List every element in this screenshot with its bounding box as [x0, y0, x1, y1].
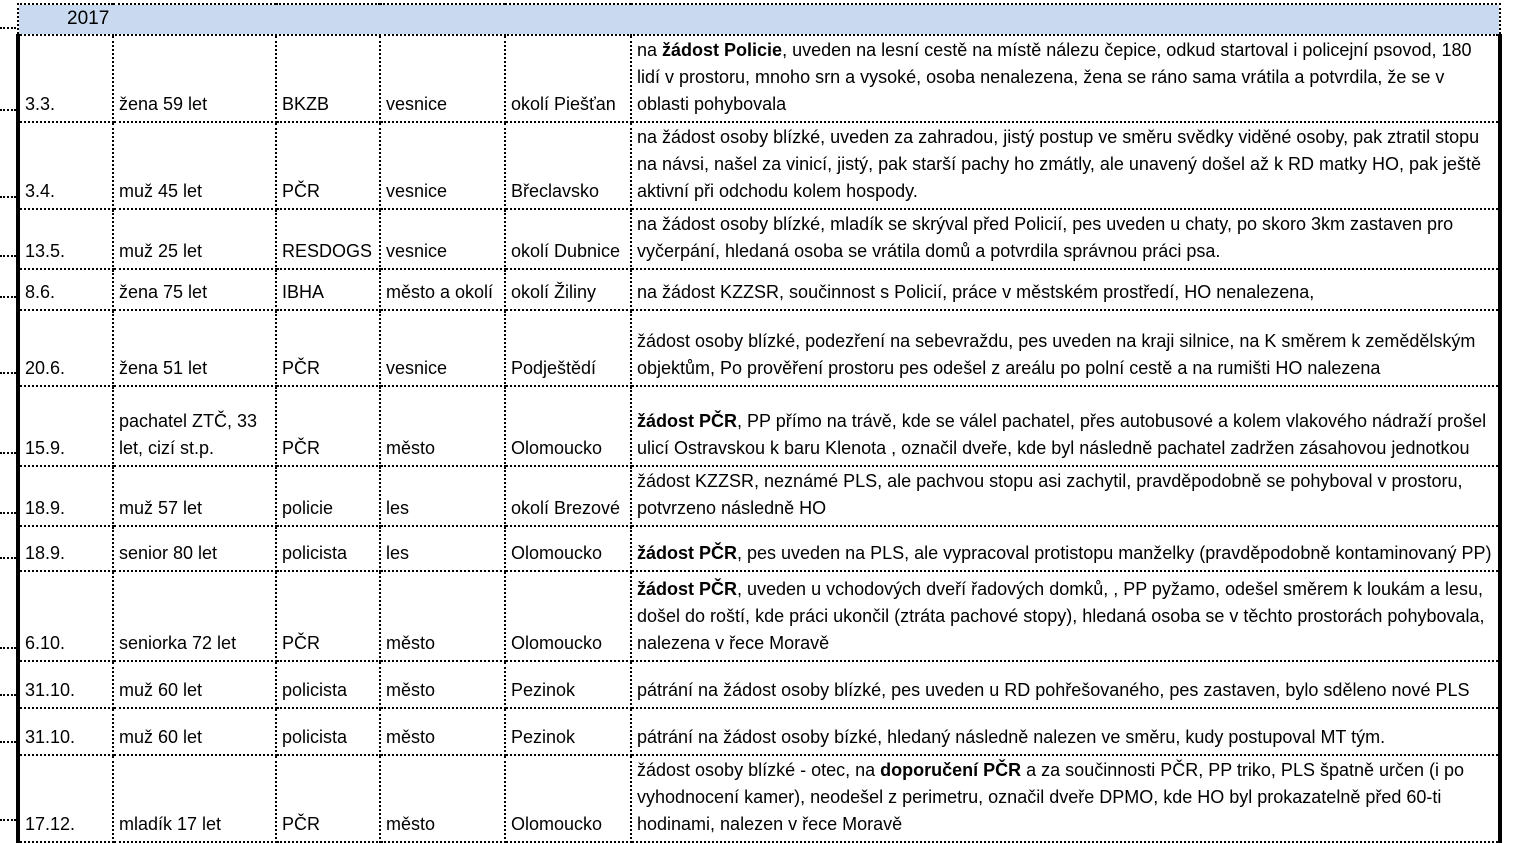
description-segment: , uveden na lesní cestě na místě nálezu čepice, odkud startoval i policejní psovod, 180 lidí v prostoru, mnoho srn a vysoké, osoba nenalezena, žena se ráno sama vrátila a potvrdila, že se v oblasti pohybovala [637, 40, 1472, 114]
cell-person[interactable]: muž 25 let [113, 209, 276, 269]
description-bold-segment: žádost PČR [637, 411, 738, 431]
cell-location[interactable]: Pezinok [505, 708, 631, 755]
cell-date[interactable]: 17.12. [18, 755, 113, 842]
cell-organization[interactable]: PČR [276, 122, 380, 209]
description-segment: , PP přímo na trávě, kde se válel pachatel, přes autobusové a kolem vlakového nádraží prošel ulicí Ostravskou k baru Klenota , označil dveře, kde byl následně pachatel zadržen zásahovou jednotkou [637, 411, 1487, 458]
table-row [18, 755, 1500, 842]
cell-environment[interactable]: vesnice [380, 209, 505, 269]
cell-location[interactable]: Pezinok [505, 661, 631, 708]
cell-environment[interactable]: město [380, 386, 505, 466]
description-bold-segment: žádost PČR [637, 543, 738, 563]
cell-environment[interactable]: les [380, 466, 505, 526]
cell-environment[interactable]: vesnice [380, 310, 505, 386]
cell-environment[interactable]: město [380, 571, 505, 661]
cell-environment[interactable]: město [380, 708, 505, 755]
row-guide-line [0, 29, 16, 111]
cell-person[interactable]: senior 80 let [113, 526, 276, 571]
description-bold-segment: doporučení PČR [880, 760, 1022, 780]
row-guide-line [0, 649, 16, 696]
table-row [18, 310, 1500, 386]
cell-date[interactable]: 3.4. [18, 122, 113, 209]
cell-date[interactable]: 20.6. [18, 310, 113, 386]
cell-date[interactable]: 18.9. [18, 526, 113, 571]
table-row [18, 571, 1500, 661]
cell-date[interactable]: 18.9. [18, 466, 113, 526]
cell-description[interactable] [631, 35, 1500, 122]
year-header-cell[interactable]: 2017 [18, 4, 1500, 35]
cell-location[interactable]: Olomoucko [505, 755, 631, 842]
cell-date[interactable]: 6.10. [18, 571, 113, 661]
cell-person[interactable]: seniorka 72 let [113, 571, 276, 661]
cell-location[interactable]: okolí Brezové [505, 466, 631, 526]
row-guide-line [0, 454, 16, 514]
description-bold-segment: žádost Policie [662, 40, 783, 60]
cell-organization[interactable]: policista [276, 708, 380, 755]
cell-person[interactable]: pachatel ZTČ, 33 let, cizí st.p. [113, 386, 276, 466]
description-segment: na žádost osoby blízké, uveden za zahradou, jistý postup ve směru svědky viděné osoby, pak ztratil stopu na návsi, našel za vinicí, jistý, pak starší pachy ho zmátly, ale unavený došel až k RD matky HO, pak ještě aktivní při odchodu kolem hospody. [637, 127, 1482, 201]
cell-description[interactable] [631, 708, 1500, 755]
cell-description[interactable] [631, 209, 1500, 269]
table-row [18, 386, 1500, 466]
row-guide-line [0, 3, 16, 29]
cell-person[interactable]: žena 75 let [113, 269, 276, 310]
cell-organization[interactable]: PČR [276, 310, 380, 386]
cell-description[interactable] [631, 526, 1500, 571]
cell-description[interactable] [631, 310, 1500, 386]
row-guide-line [0, 198, 16, 257]
cell-environment[interactable]: město a okolí [380, 269, 505, 310]
cell-description[interactable] [631, 466, 1500, 526]
cell-person[interactable]: mladík 17 let [113, 755, 276, 842]
cell-location[interactable]: Olomoucko [505, 571, 631, 661]
cell-environment[interactable]: vesnice [380, 122, 505, 209]
cell-date[interactable]: 13.5. [18, 209, 113, 269]
cell-description[interactable] [631, 661, 1500, 708]
cell-person[interactable]: žena 51 let [113, 310, 276, 386]
description-segment: pátrání na žádost osoby bízké, hledaný následně nalezen ve směru, kudy postupoval MT tým. [637, 727, 1386, 747]
cell-date[interactable]: 15.9. [18, 386, 113, 466]
spreadsheet [16, 3, 1502, 843]
cell-organization[interactable]: policista [276, 661, 380, 708]
cell-organization[interactable]: policista [276, 526, 380, 571]
table-row [18, 122, 1500, 209]
table-row [18, 661, 1500, 708]
cell-organization[interactable]: PČR [276, 571, 380, 661]
cell-person[interactable]: muž 57 let [113, 466, 276, 526]
cell-organization[interactable]: IBHA [276, 269, 380, 310]
cell-date[interactable]: 8.6. [18, 269, 113, 310]
table-row [18, 526, 1500, 571]
description-segment: , pes uveden na PLS, ale vypracoval protistopu manželky (pravděpodobně kontaminovaný PP) [737, 543, 1492, 563]
cell-description[interactable] [631, 122, 1500, 209]
table-row [18, 708, 1500, 755]
cases-table-2017 [16, 3, 1502, 843]
cell-environment[interactable]: les [380, 526, 505, 571]
description-segment: na [637, 40, 663, 60]
description-segment: na žádost osoby blízké, mladík se skrýval před Policií, pes uveden u chaty, po skoro 3km zastaven pro vyčerpání, hledaná osoba se vrátila domů a potvrdila správnou práci psa. [637, 214, 1454, 261]
table-row [18, 209, 1500, 269]
cell-description[interactable] [631, 571, 1500, 661]
row-guide-line [0, 559, 16, 649]
cell-organization[interactable]: BKZB [276, 35, 380, 122]
description-bold-segment: žádost PČR [637, 579, 738, 599]
cell-person[interactable]: muž 60 let [113, 708, 276, 755]
cell-date[interactable]: 31.10. [18, 661, 113, 708]
cell-location[interactable]: Olomoucko [505, 386, 631, 466]
table-row [18, 466, 1500, 526]
description-segment: žádost KZZSR, neznámé PLS, ale pachvou stopu asi zachytil, pravděpodobně se pohyboval v prostoru, potvrzeno následně HO [637, 471, 1463, 518]
cell-location[interactable]: okolí Žiliny [505, 269, 631, 310]
row-guide-line [0, 257, 16, 298]
description-segment: , uveden u vchodových dveří řadových domků, , PP pyžamo, odešel směrem k loukám a lesu, došel do roští, kde práci ukončil (ztráta pachové stopy), hledaná osoba se v těchto prostorách pohybovala, nalezena v řece Moravě [637, 579, 1485, 653]
description-segment: pátrání na žádost osoby blízké, pes uveden u RD pohřešovaného, pes zastaven, bylo sděleno nové PLS [637, 680, 1470, 700]
row-guide-line [0, 514, 16, 559]
row-guide-line [0, 696, 16, 743]
cell-location[interactable]: okolí Piešťan [505, 35, 631, 122]
cell-location[interactable]: Břeclavsko [505, 122, 631, 209]
cell-organization[interactable]: RESDOGS [276, 209, 380, 269]
cell-person[interactable]: žena 59 let [113, 35, 276, 122]
cell-description[interactable] [631, 269, 1500, 310]
cell-person[interactable]: muž 45 let [113, 122, 276, 209]
cell-description[interactable] [631, 386, 1500, 466]
year-header-row [18, 4, 1500, 35]
row-guide-line [0, 111, 16, 198]
description-segment: a za součinnosti PČR, PP triko, PLS špatně určen (i po vyhodnocení kamer), neodešel z perimetru, označil dveře DPMO, kde HO byl prokazatelně před 60-ti hodinami, nalezen v řece Moravě [637, 760, 1465, 834]
row-guide-sliver [0, 3, 16, 821]
cell-environment[interactable]: město [380, 661, 505, 708]
cell-description[interactable] [631, 755, 1500, 842]
description-segment: žádost osoby blízké, podezření na sebevraždu, pes uveden na kraji silnice, na K směrem k zemědělským objektům, Po prověření prostoru pes odešel z areálu po polní cestě a na rumišti HO nalezena [637, 331, 1476, 378]
cell-location[interactable]: okolí Dubnice [505, 209, 631, 269]
cell-location[interactable]: Olomoucko [505, 526, 631, 571]
cell-person[interactable]: muž 60 let [113, 661, 276, 708]
row-guide-line [0, 374, 16, 454]
row-guide-line [0, 743, 16, 821]
cell-organization[interactable]: PČR [276, 755, 380, 842]
cell-date[interactable]: 31.10. [18, 708, 113, 755]
cell-environment[interactable]: vesnice [380, 35, 505, 122]
cell-location[interactable]: Podještědí [505, 310, 631, 386]
cell-organization[interactable]: PČR [276, 386, 380, 466]
cell-date[interactable]: 3.3. [18, 35, 113, 122]
description-segment: na žádost KZZSR, součinnost s Policií, práce v městském prostředí, HO nenalezena, [637, 282, 1315, 302]
table-row [18, 269, 1500, 310]
description-segment: žádost osoby blízké - otec, na [637, 760, 881, 780]
cell-environment[interactable]: město [380, 755, 505, 842]
cell-organization[interactable]: policie [276, 466, 380, 526]
row-guide-line [0, 298, 16, 374]
table-row [18, 35, 1500, 122]
